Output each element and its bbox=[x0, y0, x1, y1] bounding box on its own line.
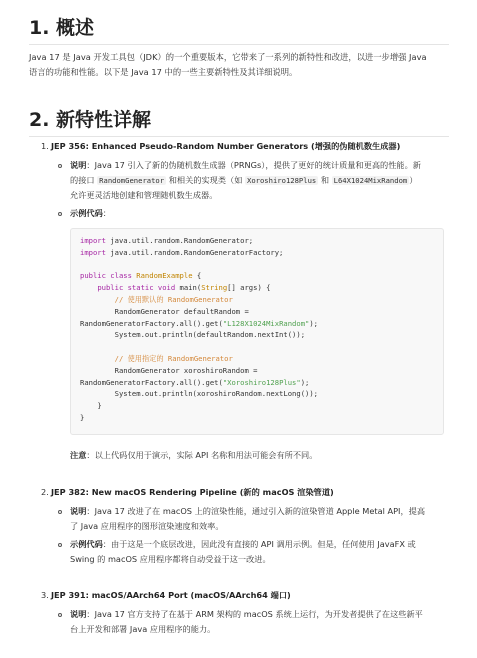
inline-code: L64X1024MixRandom bbox=[333, 176, 408, 185]
code-text: RandomGenerator xoroshiroRandom = bbox=[114, 365, 258, 375]
code-text: main( bbox=[175, 283, 202, 293]
code-text: { bbox=[192, 271, 202, 281]
code-keyword: static bbox=[127, 283, 154, 293]
description-line: 了 Java 应用程序的图形渲染速度和效率。 bbox=[70, 521, 224, 531]
code-keyword: class bbox=[110, 271, 132, 281]
list-item-title: JEP 382: New macOS Rendering Pipeline (新的 macOS 渲染管道) bbox=[51, 487, 334, 497]
list-item-number: 2. bbox=[41, 487, 49, 497]
text: ：Java 17 引入了新的伪随机数生成器（PRNGs），提供了更好的统计质量和更高的性能。新 bbox=[86, 160, 421, 170]
label-strong: 说明 bbox=[70, 160, 87, 170]
example-line bbox=[70, 537, 450, 552]
code-text: java.util.random.RandomGenerator; bbox=[105, 236, 254, 245]
list-item-number: 3. bbox=[41, 590, 49, 600]
code-type: String bbox=[201, 283, 228, 293]
description-line bbox=[70, 158, 450, 173]
label-strong: 示例代码 bbox=[70, 539, 103, 549]
code-string: "L128X1024MixRandom" bbox=[222, 318, 310, 328]
code-text: ); bbox=[300, 377, 310, 387]
label-strong: 注意 bbox=[70, 450, 87, 460]
circle-bullet-icon bbox=[58, 543, 62, 547]
code-text: RandomGenerator defaultRandom = bbox=[114, 306, 249, 316]
code-keyword: public bbox=[97, 283, 124, 293]
example-label-line bbox=[70, 206, 450, 221]
description-line: 台上开发和部署 Java 应用程序的能力。 bbox=[70, 624, 216, 634]
code-keyword: import bbox=[80, 247, 106, 257]
code-keyword: import bbox=[80, 236, 106, 245]
description-line bbox=[70, 173, 450, 188]
inline-code: Xoroshiro128Plus bbox=[247, 176, 317, 185]
circle-bullet-icon bbox=[58, 613, 62, 617]
code-text: java.util.random.RandomGeneratorFactory; bbox=[105, 247, 284, 257]
label-strong: 说明 bbox=[70, 506, 87, 516]
label-strong: 示例代码 bbox=[70, 208, 103, 218]
text: ：由于这是一个底层改进，因此没有直接的 API 调用示例。但是，任何使用 JavaFX 或 bbox=[102, 539, 416, 549]
list-item-number: 1. bbox=[41, 141, 49, 151]
text: 和相关的实现类（如 bbox=[166, 175, 245, 185]
list-item-title: JEP 391: macOS/AArch64 Port (macOS/AArch64 端口) bbox=[51, 590, 291, 600]
list-item-title: JEP 356: Enhanced Pseudo-Random Number Generators (增强的伪随机数生成器) bbox=[51, 141, 401, 151]
description-line bbox=[70, 504, 450, 519]
code-keyword: public bbox=[80, 271, 106, 281]
code-text: } bbox=[80, 412, 85, 422]
text: 和 bbox=[318, 175, 332, 185]
text: ） bbox=[409, 175, 418, 185]
code-comment: // 使用指定的 RandomGenerator bbox=[114, 353, 233, 363]
example-line: Swing 的 macOS 应用程序都将自动受益于这一改进。 bbox=[70, 554, 271, 564]
text: ：Java 17 改进了在 macOS 上的渲染性能，通过引入新的渲染管道 Apple Metal API，提高 bbox=[86, 506, 426, 516]
code-text: } bbox=[97, 401, 102, 411]
text: ： bbox=[102, 208, 111, 218]
inline-code: RandomGenerator bbox=[99, 176, 165, 185]
circle-bullet-icon bbox=[58, 510, 62, 514]
overview-paragraph-line-2: 语言的功能和性能。以下是 Java 17 中的一些主要新特性及其详细说明。 bbox=[29, 67, 298, 77]
text: ：以上代码仅用于演示，实际 API 名称和用法可能会有所不同。 bbox=[86, 450, 318, 460]
code-text: RandomGeneratorFactory.all().get( bbox=[80, 377, 223, 387]
overview-paragraph-line-1: Java 17 是 Java 开发工具包（JDK）的一个重要版本，它带来了一系列的新特性和改进，以进一步增强 Java bbox=[29, 52, 427, 62]
section-heading-features: 2. 新特性详解 bbox=[29, 108, 449, 137]
description-line: 允许更灵活地创建和管理随机数生成器。 bbox=[70, 190, 218, 200]
code-text: [] args) { bbox=[227, 283, 271, 293]
description-line bbox=[70, 607, 450, 622]
code-block bbox=[70, 228, 444, 435]
code-text: System.out.println(defaultRandom.nextInt()); bbox=[114, 330, 306, 340]
code-text: RandomGeneratorFactory.all().get( bbox=[80, 318, 223, 328]
text: ：Java 17 官方支持了在基于 ARM 架构的 macOS 系统上运行，为开发者提供了在这些新平 bbox=[86, 609, 423, 619]
circle-bullet-icon bbox=[58, 164, 62, 168]
code-class-name: RandomExample bbox=[136, 271, 193, 281]
code-text: System.out.println(xoroshiroRandom.nextLong()); bbox=[114, 389, 319, 399]
label-strong: 说明 bbox=[70, 609, 87, 619]
note-line bbox=[70, 449, 450, 462]
circle-bullet-icon bbox=[58, 212, 62, 216]
code-keyword: void bbox=[157, 283, 176, 293]
code-string: "Xoroshiro128Plus" bbox=[222, 377, 301, 387]
text: 的接口 bbox=[70, 175, 98, 185]
code-comment: // 使用默认的 RandomGenerator bbox=[114, 294, 233, 304]
section-heading-overview: 1. 概述 bbox=[29, 16, 449, 45]
code-text: ); bbox=[309, 318, 319, 328]
